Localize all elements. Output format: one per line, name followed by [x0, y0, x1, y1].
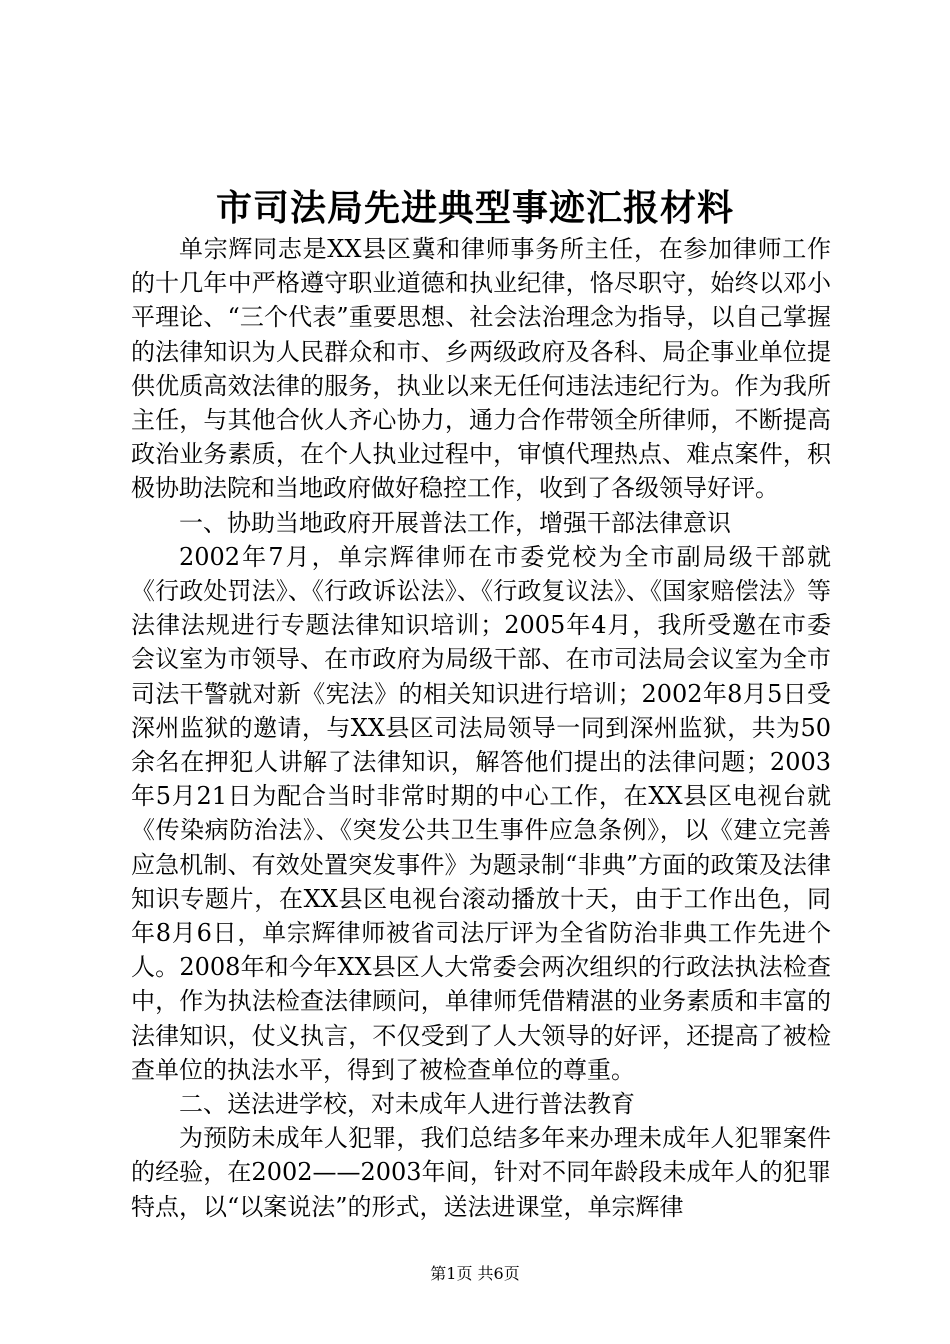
paragraph-intro: 单宗辉同志是XX县区冀和律师事务所主任，在参加律师工作的十几年中严格遵守职业道德和执业纪律，恪尽职守，始终以邓小平理论、“三个代表”重要思想、社会法治理念为指导，以自己掌握的法律知识为人民群众和市、乡两级政府及各科、局企事业单位提供优质高效法律的服务，执业以来无任何违法违纪行为。作为我所主任，与其他合伙人齐心协力，通力合作带领全所律师，不断提高政治业务素质，在个人执业过程中，审慎代理热点、难点案件，积极协助法院和当地政府做好稳控工作，收到了各级领导好评。 [131, 235, 831, 503]
section-heading-2: 二、送法进学校，对未成年人进行普法教育 [179, 1090, 635, 1119]
section-heading-1: 一、协助当地政府开展普法工作，增强干部法律意识 [179, 508, 731, 537]
document-body [131, 232, 831, 1224]
page-footer: 第1页 共6页 [430, 1264, 520, 1283]
paragraph-section-1: 2002年7月，单宗辉律师在市委党校为全市副局级干部就《行政处罚法》、《行政诉讼法》、《行政复议法》、《国家赔偿法》等法律法规进行专题法律知识培训；2005年4月，我所受邀在市委会议室为市领导、在市政府为局级干部、在市司法局会议室为全市司法干警就对新《宪法》的相关知识进行培训；2002年8月5日受深州监狱的邀请，与XX县区司法局领导一同到深州监狱，共为50余名在押犯人讲解了法律知识，解答他们提出的法律问题；2003年5月21日为配合当时非常时期的中心工作，在XX县区电视台就《传染病防治法》、《突发公共卫生事件应急条例》，以《建立完善应急机制、有效处置突发事件》为题录制“非典”方面的政策及法律知识专题片，在XX县区电视台滚动播放十天，由于工作出色，同年8月6日，单宗辉律师被省司法厅评为全省防治非典工作先进个人。2008年和今年XX县区人大常委会两次组织的行政法执法检查中，作为执法检查法律顾问，单律师凭借精湛的业务素质和丰富的法律知识，仗义执言，不仅受到了人大领导的好评，还提高了被检查单位的执法水平，得到了被检查单位的尊重。 [131, 542, 831, 1084]
paragraph-section-2: 为预防未成年人犯罪，我们总结多年来办理未成年人犯罪案件的经验，在2002——2003年间，针对不同年龄段未成年人的犯罪特点，以“以案说法”的形式，送法进课堂，单宗辉律 [131, 1124, 831, 1221]
document-title: 市司法局先进典型事迹汇报材料 [215, 187, 734, 229]
